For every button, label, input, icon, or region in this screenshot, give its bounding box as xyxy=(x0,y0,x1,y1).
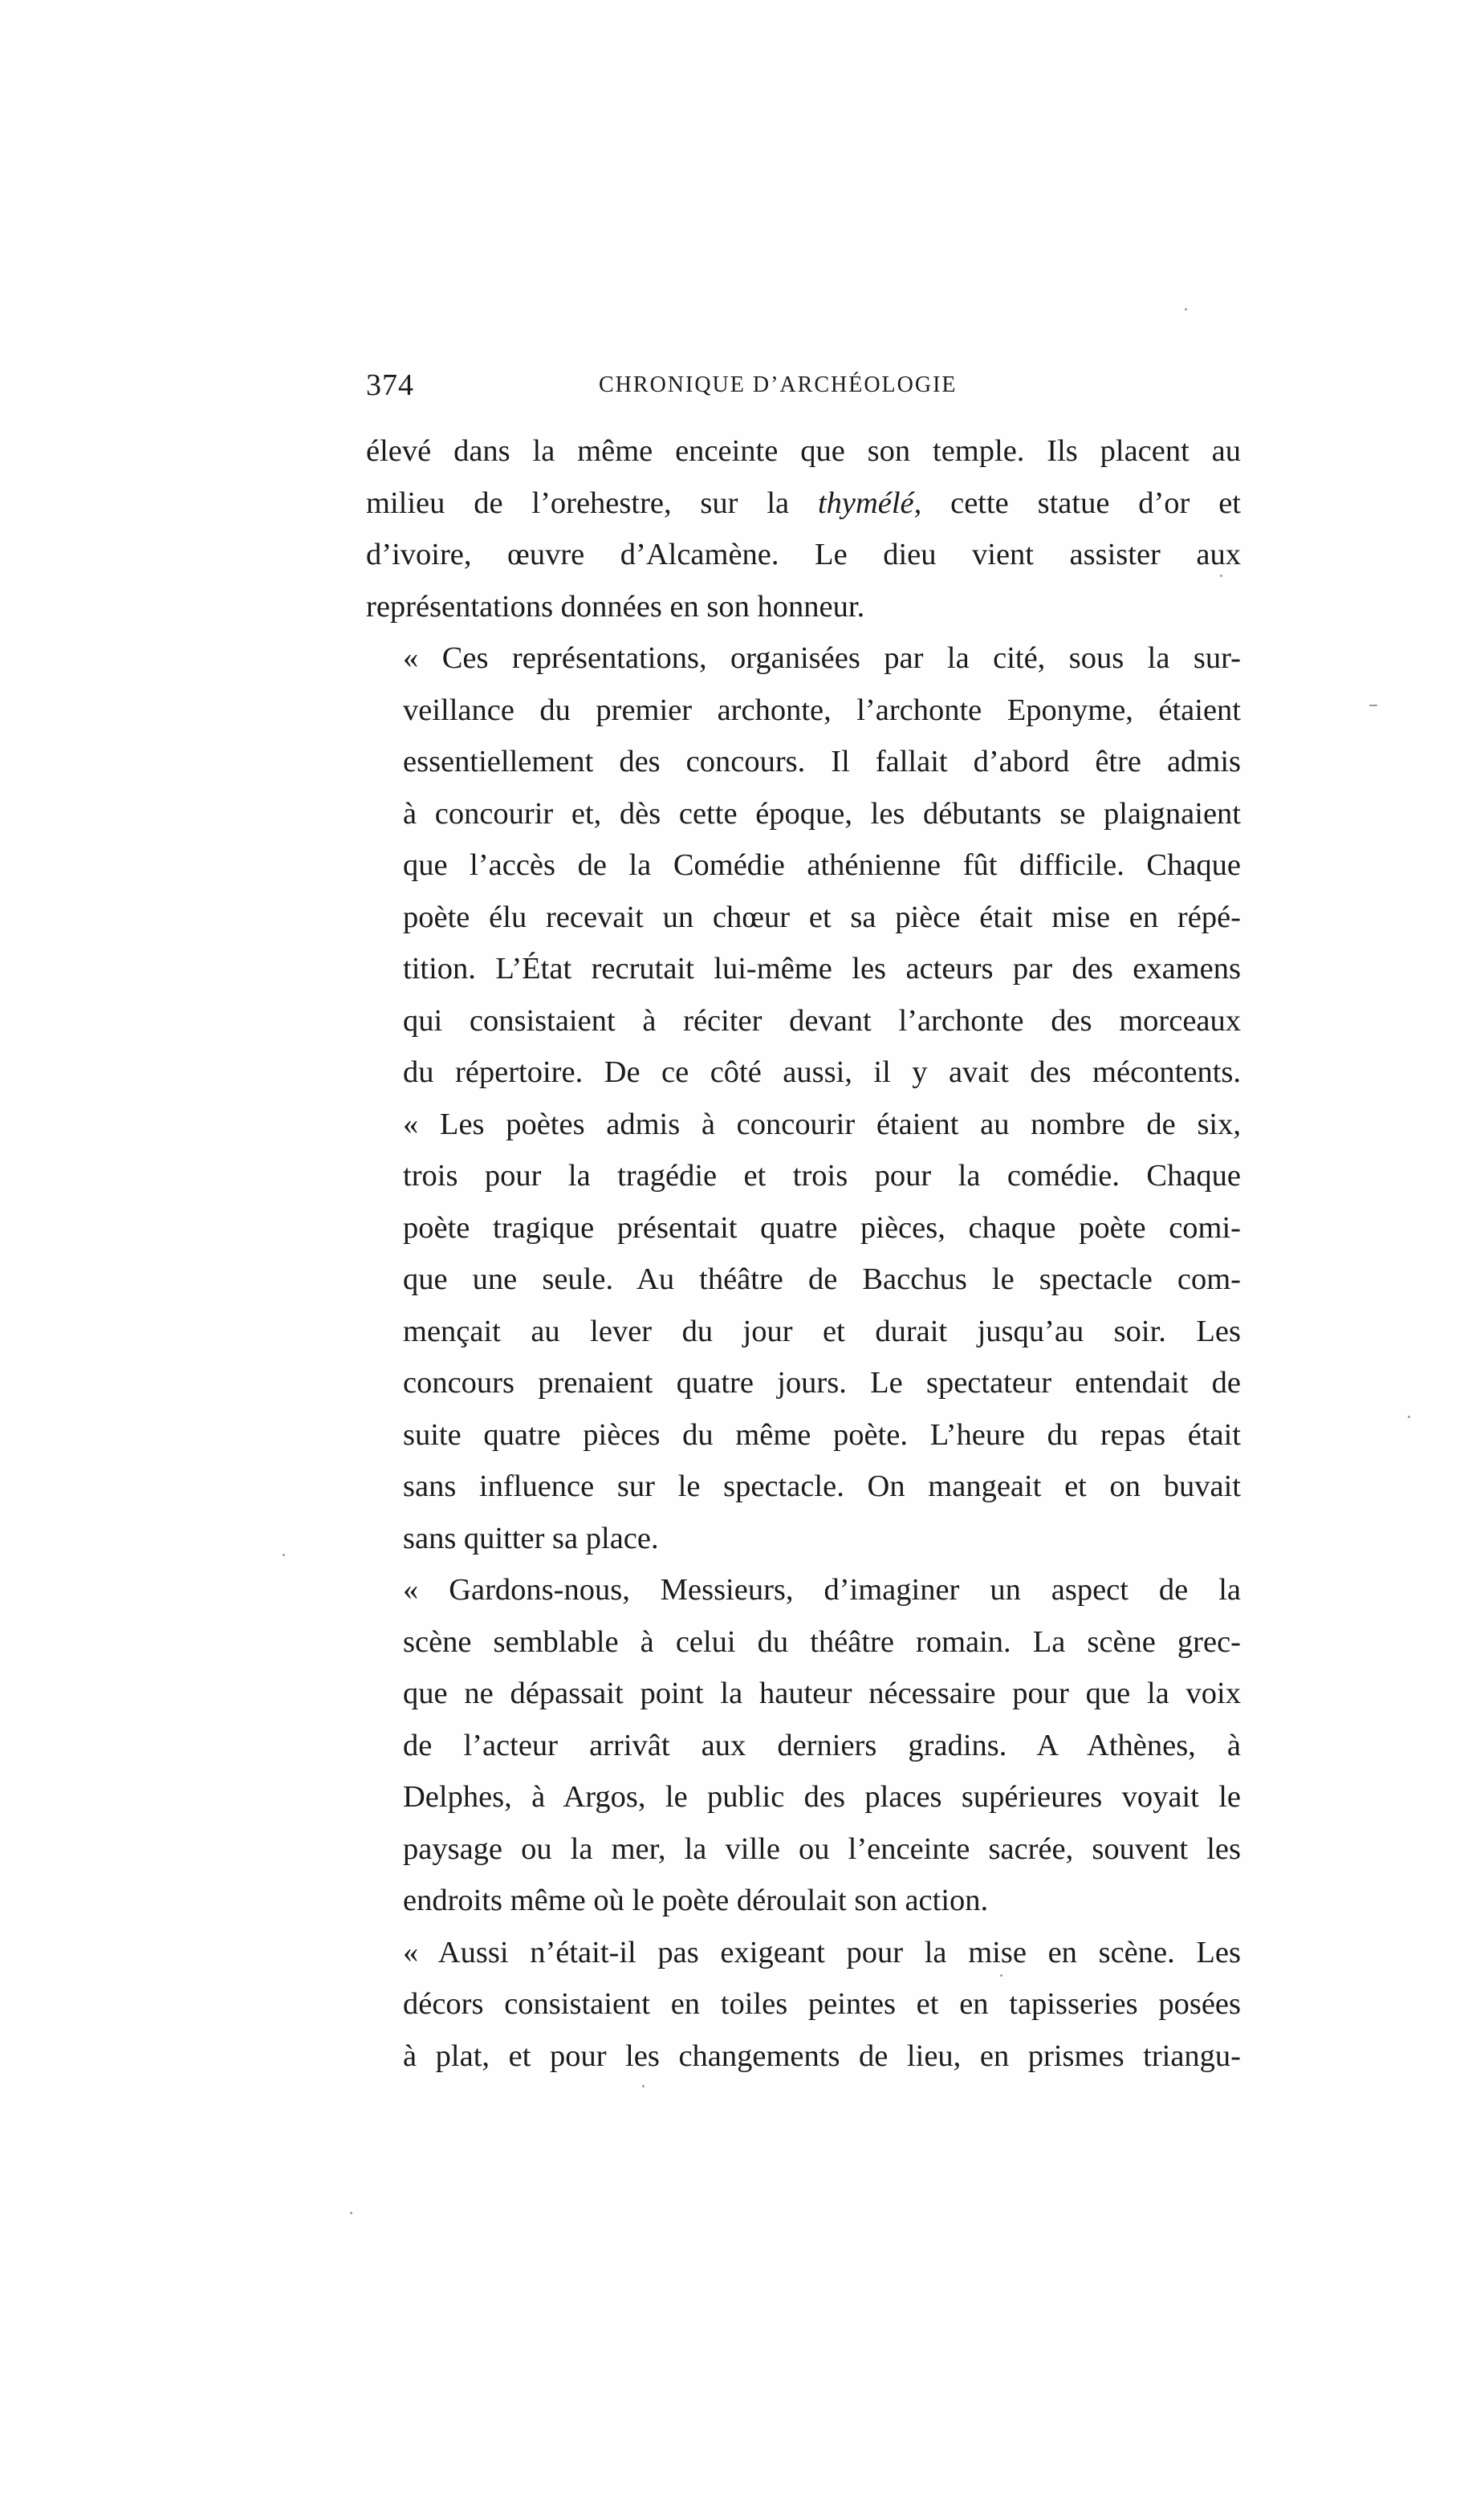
text-line: que ne dépassait point la hauteur nécessaire pour que la voix xyxy=(403,1677,1241,1710)
paper-speck xyxy=(350,2212,352,2214)
text-line: décors consistaient en toiles peintes et en tapisseries posées xyxy=(403,1987,1241,2021)
text-line: sans quitter sa place. xyxy=(403,1521,659,1555)
text-line: sans influence sur le spectacle. On mangeait et on buvait xyxy=(403,1469,1241,1503)
text-line: tition. L’État recrutait lui-même les acteurs par des examens xyxy=(403,952,1241,986)
text-line: mençait au lever du jour et durait jusqu’au soir. Les xyxy=(403,1314,1241,1348)
text-line: à plat, et pour les changements de lieu, en prismes triangu- xyxy=(403,2038,1241,2073)
paper-speck xyxy=(1000,1974,1002,1977)
text-line: endroits même où le poète déroulait son action. xyxy=(403,1884,989,1917)
text-line: veillance du premier archonte, l’archonte Eponyme, étaient xyxy=(403,693,1241,727)
paragraph-2 xyxy=(366,632,1241,1099)
text-line: d’ivoire, œuvre d’Alcamène. Le dieu vient assister aux xyxy=(366,538,1241,571)
text-line: de l’acteur arrivât aux derniers gradins. A Athènes, à xyxy=(403,1728,1241,1762)
paragraph-1 xyxy=(366,425,1241,632)
text-line: qui consistaient à réciter devant l’archonte des morceaux xyxy=(403,1003,1241,1038)
text-line: « Les poètes admis à concourir étaient au nombre de six, xyxy=(403,1107,1241,1141)
text-line: scène semblable à celui du théâtre romain. La scène grec- xyxy=(403,1624,1241,1659)
text-line: du répertoire. De ce côté aussi, il y avait des mécontents. xyxy=(403,1055,1241,1089)
text-line: trois pour la tragédie et trois pour la comédie. Chaque xyxy=(403,1159,1241,1193)
text-line: « Ces représentations, organisées par la cité, sous la sur- xyxy=(403,641,1241,675)
text-line: élevé dans la même enceinte que son temple. Ils placent au xyxy=(366,434,1241,468)
paper-speck xyxy=(283,1554,285,1556)
paper-speck xyxy=(1369,705,1377,706)
text-line: à concourir et, dès cette époque, les débutants se plaignaient xyxy=(403,796,1241,831)
text-line: poète tragique présentait quatre pièces, chaque poète comi- xyxy=(403,1210,1241,1245)
text-line-head: milieu de l’orehestre, sur la xyxy=(366,486,818,520)
paragraph-3 xyxy=(366,1099,1241,1565)
text-line: que une seule. Au théâtre de Bacchus le spectacle com- xyxy=(403,1262,1241,1296)
text-line: « Gardons-nous, Messieurs, d’imaginer un aspect de la xyxy=(403,1573,1241,1607)
text-line: poète élu recevait un chœur et sa pièce était mise en répé- xyxy=(403,900,1241,934)
paper-speck xyxy=(1408,1416,1410,1418)
paragraph-5 xyxy=(366,1927,1241,2083)
text-line: concours prenaient quatre jours. Le spectateur entendait de xyxy=(403,1366,1241,1400)
running-head: CHRONIQUE D’ARCHÉOLOGIE xyxy=(599,372,958,397)
paragraph-4 xyxy=(366,1564,1241,1927)
italic-term: thymélé, xyxy=(817,486,922,520)
page-number: 374 xyxy=(366,368,414,402)
text-line: que l’accès de la Comédie athénienne fût difficile. Chaque xyxy=(403,848,1241,882)
page-header xyxy=(366,368,1241,416)
text-line-tail: cette statue d’or et xyxy=(921,486,1241,520)
body-text xyxy=(366,425,1241,2082)
paper-speck xyxy=(1220,575,1222,577)
paper-speck xyxy=(1185,308,1187,311)
text-line: « Aussi n’était-il pas exigeant pour la mise en scène. Les xyxy=(403,1935,1241,1969)
text-line: représentations données en son honneur. xyxy=(366,589,865,624)
text-line: paysage ou la mer, la ville ou l’enceinte sacrée, souvent les xyxy=(403,1831,1241,1866)
text-line xyxy=(366,478,1241,530)
text-line: Delphes, à Argos, le public des places supérieures voyait le xyxy=(403,1780,1241,1814)
text-line: suite quatre pièces du même poète. L’heure du repas était xyxy=(403,1417,1241,1452)
text-line: essentiellement des concours. Il fallait d’abord être admis xyxy=(403,745,1241,778)
paper-speck xyxy=(642,2085,645,2087)
